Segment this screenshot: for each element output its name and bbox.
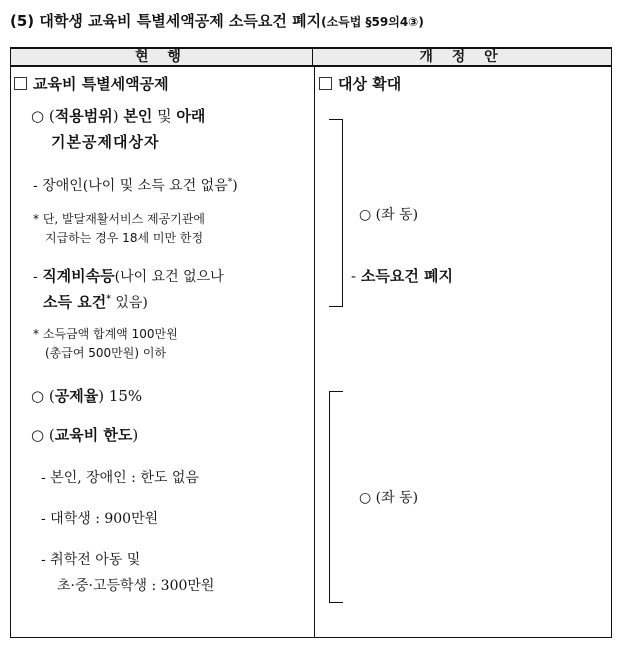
- limit-item-university: - 대학생 : 900만원: [41, 511, 159, 527]
- limit-item-self: - 본인, 장애인 : 한도 없음: [41, 470, 199, 486]
- column-divider: [314, 67, 315, 637]
- limit-label: 교육비 한도: [54, 426, 133, 444]
- disabled-text: - 장애인(나이 및 소득 요건 없음: [33, 178, 228, 194]
- header-current: 현 행: [10, 47, 313, 67]
- dash: -: [351, 267, 361, 285]
- law-reference: (소득법 §59의4③): [321, 15, 424, 29]
- scope-line2: 기본공제대상자: [51, 133, 160, 151]
- lineal-label: 직계비속등: [42, 267, 115, 285]
- note2-line2: (총급여 500만원) 이하: [45, 346, 167, 360]
- dash: -: [33, 269, 43, 285]
- disabled-star: *: [227, 177, 233, 188]
- left-heading: [14, 73, 169, 94]
- checkbox-icon: [319, 77, 332, 90]
- checkbox-icon: [14, 77, 27, 90]
- rate-value: ) 15%: [98, 387, 143, 405]
- right-heading-text: 대상 확대: [338, 75, 402, 93]
- bracket-right-upper: [329, 119, 343, 307]
- lineal-line1: [33, 265, 224, 286]
- header-proposed: 개 정 안: [313, 47, 612, 67]
- rate-label: 공제율: [54, 387, 99, 405]
- lineal-star: *: [106, 294, 111, 305]
- scope-paren-open: (: [48, 107, 55, 125]
- note1-line1: * 단, 발달재활서비스 제공기관에: [33, 212, 205, 226]
- lineal-detail: (나이 요건 없으나: [114, 269, 224, 285]
- note2-line1: * 소득금액 합계액 100만원: [33, 327, 178, 341]
- disabled-close: ): [232, 178, 238, 194]
- scope-self: 본인: [123, 107, 153, 125]
- disabled-line: [33, 175, 238, 195]
- limit-line: [31, 424, 138, 445]
- scope-below: 아래: [176, 107, 206, 125]
- section-title-text: (5) 대학생 교육비 특별세액공제 소득요건 폐지: [10, 12, 322, 30]
- note1-line2: 지급하는 경우 18세 미만 한정: [45, 231, 204, 245]
- section-title: [10, 10, 424, 31]
- scope-paren-close: ): [112, 107, 124, 125]
- scope-label: 적용범위: [54, 107, 113, 125]
- income-req-label: 소득 요건: [43, 293, 107, 311]
- abolish-line: [351, 265, 453, 286]
- bullet: ○: [31, 107, 45, 125]
- limit-item-school-line2: 초·중·고등학생 : 300만원: [57, 578, 215, 594]
- scope-line: [31, 105, 205, 126]
- comparison-table: [10, 47, 612, 638]
- left-heading-text: 교육비 특별세액공제: [33, 75, 169, 93]
- limit-close: ): [132, 426, 139, 444]
- lineal-line2: [43, 291, 148, 312]
- lineal-close: 있음): [110, 295, 148, 311]
- same-as-left-2: ○ (좌 동): [359, 490, 419, 506]
- right-heading: [319, 73, 401, 94]
- abolish-text: 소득요건 폐지: [360, 267, 454, 285]
- scope-and: 및: [152, 107, 177, 125]
- rate-line: [31, 385, 142, 406]
- limit-item-school-line1: - 취학전 아동 및: [41, 552, 141, 568]
- rate-open: ○ (: [31, 387, 55, 405]
- table-body: [10, 67, 612, 638]
- limit-open: ○ (: [31, 426, 55, 444]
- same-as-left-1: ○ (좌 동): [359, 207, 419, 223]
- bracket-right-lower: [329, 391, 343, 603]
